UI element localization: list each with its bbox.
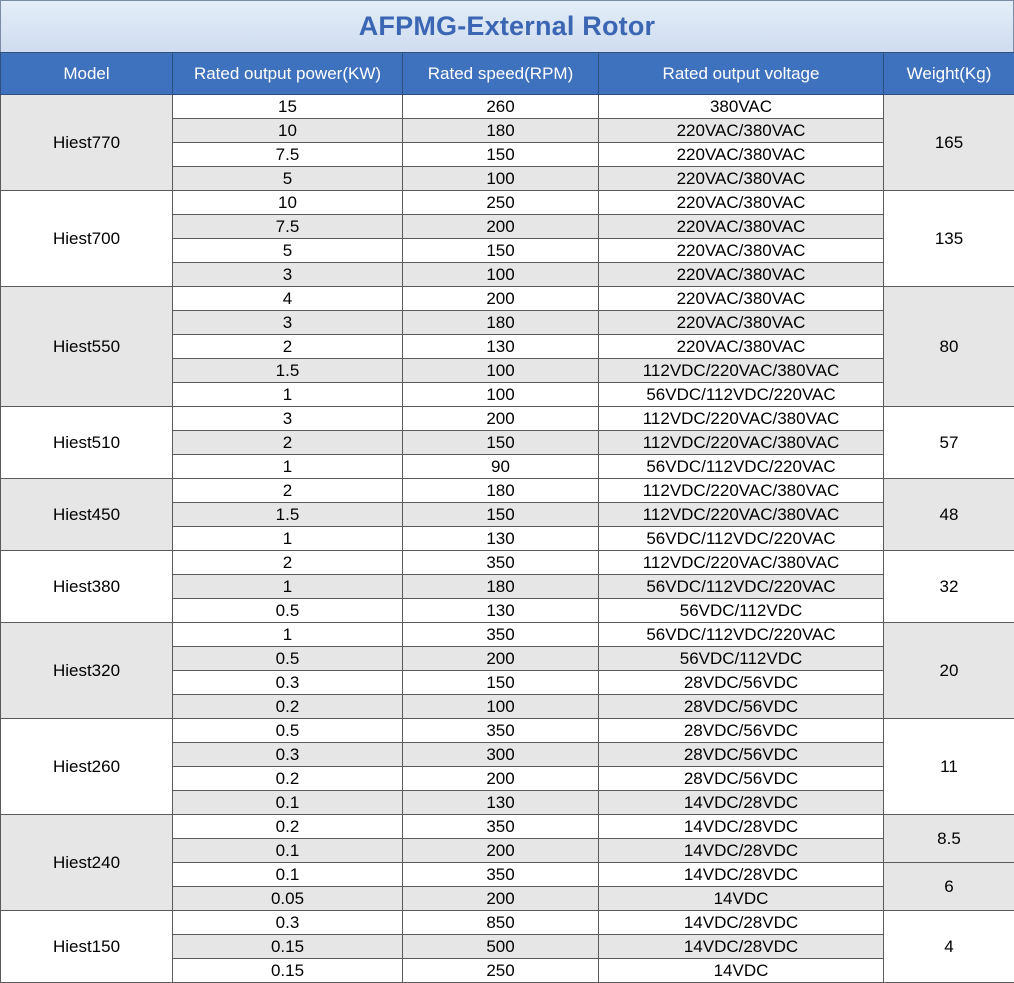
speed-cell: 100 [403,167,599,191]
speed-cell: 350 [403,719,599,743]
table-row [1,551,1014,575]
voltage-cell: 220VAC/380VAC [599,311,884,335]
voltage-cell: 112VDC/220VAC/380VAC [599,479,884,503]
power-cell: 4 [173,287,403,311]
model-cell: Hiest700 [1,191,173,287]
model-cell: Hiest240 [1,815,173,911]
voltage-cell: 220VAC/380VAC [599,287,884,311]
speed-cell: 150 [403,671,599,695]
power-cell: 7.5 [173,215,403,239]
power-cell: 0.2 [173,767,403,791]
power-cell: 0.15 [173,935,403,959]
voltage-cell: 380VAC [599,95,884,119]
voltage-cell: 14VDC/28VDC [599,839,884,863]
power-cell: 1 [173,575,403,599]
power-cell: 2 [173,335,403,359]
weight-cell: 20 [884,623,1014,719]
speed-cell: 130 [403,599,599,623]
speed-cell: 130 [403,335,599,359]
voltage-cell: 14VDC [599,959,884,983]
speed-cell: 100 [403,263,599,287]
header-voltage: Rated output voltage [599,53,884,95]
voltage-cell: 220VAC/380VAC [599,239,884,263]
model-cell: Hiest770 [1,95,173,191]
speed-cell: 150 [403,503,599,527]
power-cell: 0.3 [173,671,403,695]
voltage-cell: 220VAC/380VAC [599,263,884,287]
power-cell: 15 [173,95,403,119]
speed-cell: 150 [403,431,599,455]
voltage-cell: 56VDC/112VDC/220VAC [599,575,884,599]
power-cell: 0.2 [173,695,403,719]
voltage-cell: 220VAC/380VAC [599,191,884,215]
speed-cell: 100 [403,383,599,407]
voltage-cell: 28VDC/56VDC [599,743,884,767]
power-cell: 0.5 [173,719,403,743]
table-row [1,911,1014,935]
speed-cell: 150 [403,143,599,167]
power-cell: 5 [173,239,403,263]
power-cell: 3 [173,263,403,287]
power-cell: 1 [173,383,403,407]
table-row [1,95,1014,119]
table-row [1,815,1014,839]
power-cell: 1.5 [173,503,403,527]
speed-cell: 180 [403,575,599,599]
page-title: AFPMG-External Rotor [359,11,656,42]
speed-cell: 850 [403,911,599,935]
weight-cell: 57 [884,407,1014,479]
speed-cell: 200 [403,887,599,911]
power-cell: 0.15 [173,959,403,983]
table-row [1,407,1014,431]
power-cell: 0.1 [173,791,403,815]
voltage-cell: 14VDC/28VDC [599,911,884,935]
power-cell: 1 [173,623,403,647]
model-cell: Hiest320 [1,623,173,719]
header-speed: Rated speed(RPM) [403,53,599,95]
header-power: Rated output power(KW) [173,53,403,95]
weight-cell: 48 [884,479,1014,551]
speed-cell: 250 [403,191,599,215]
speed-cell: 200 [403,767,599,791]
power-cell: 2 [173,479,403,503]
weight-cell: 8.5 [884,815,1014,863]
speed-cell: 300 [403,743,599,767]
power-cell: 10 [173,191,403,215]
voltage-cell: 14VDC/28VDC [599,791,884,815]
model-cell: Hiest450 [1,479,173,551]
model-cell: Hiest260 [1,719,173,815]
table-row [1,287,1014,311]
table-body [1,95,1014,983]
table-row [1,479,1014,503]
speed-cell: 200 [403,647,599,671]
voltage-cell: 220VAC/380VAC [599,215,884,239]
voltage-cell: 56VDC/112VDC [599,599,884,623]
power-cell: 0.3 [173,743,403,767]
power-cell: 0.5 [173,599,403,623]
voltage-cell: 220VAC/380VAC [599,119,884,143]
model-cell: Hiest510 [1,407,173,479]
speed-cell: 90 [403,455,599,479]
header-model: Model [1,53,173,95]
weight-cell: 11 [884,719,1014,815]
table-row [1,191,1014,215]
voltage-cell: 14VDC [599,887,884,911]
power-cell: 3 [173,311,403,335]
speed-cell: 180 [403,119,599,143]
table-row [1,623,1014,647]
model-cell: Hiest550 [1,287,173,407]
power-cell: 3 [173,407,403,431]
weight-cell: 80 [884,287,1014,407]
speed-cell: 130 [403,791,599,815]
weight-cell: 32 [884,551,1014,623]
speed-cell: 250 [403,959,599,983]
speed-cell: 150 [403,239,599,263]
power-cell: 0.5 [173,647,403,671]
power-cell: 1.5 [173,359,403,383]
weight-cell: 135 [884,191,1014,287]
table-header-row [1,53,1014,95]
voltage-cell: 56VDC/112VDC [599,647,884,671]
power-cell: 0.2 [173,815,403,839]
weight-cell: 165 [884,95,1014,191]
power-cell: 2 [173,431,403,455]
speed-cell: 260 [403,95,599,119]
voltage-cell: 112VDC/220VAC/380VAC [599,407,884,431]
power-cell: 0.1 [173,839,403,863]
voltage-cell: 112VDC/220VAC/380VAC [599,359,884,383]
voltage-cell: 56VDC/112VDC/220VAC [599,623,884,647]
speed-cell: 100 [403,359,599,383]
model-cell: Hiest380 [1,551,173,623]
voltage-cell: 220VAC/380VAC [599,335,884,359]
weight-cell: 6 [884,863,1014,911]
voltage-cell: 112VDC/220VAC/380VAC [599,431,884,455]
model-cell: Hiest150 [1,911,173,983]
speed-cell: 200 [403,215,599,239]
speed-cell: 500 [403,935,599,959]
speed-cell: 350 [403,815,599,839]
table-row [1,719,1014,743]
power-cell: 7.5 [173,143,403,167]
power-cell: 1 [173,527,403,551]
voltage-cell: 14VDC/28VDC [599,863,884,887]
voltage-cell: 112VDC/220VAC/380VAC [599,503,884,527]
power-cell: 2 [173,551,403,575]
speed-cell: 100 [403,695,599,719]
weight-cell: 4 [884,911,1014,983]
voltage-cell: 220VAC/380VAC [599,167,884,191]
speed-cell: 200 [403,407,599,431]
title-bar [0,0,1014,53]
speed-cell: 350 [403,623,599,647]
power-cell: 5 [173,167,403,191]
speed-cell: 350 [403,863,599,887]
power-cell: 0.05 [173,887,403,911]
voltage-cell: 28VDC/56VDC [599,767,884,791]
speed-cell: 180 [403,311,599,335]
voltage-cell: 56VDC/112VDC/220VAC [599,455,884,479]
header-weight: Weight(Kg) [884,53,1014,95]
speed-cell: 350 [403,551,599,575]
power-cell: 0.1 [173,863,403,887]
spec-table [0,52,1014,983]
voltage-cell: 28VDC/56VDC [599,695,884,719]
power-cell: 10 [173,119,403,143]
voltage-cell: 28VDC/56VDC [599,719,884,743]
speed-cell: 200 [403,839,599,863]
voltage-cell: 28VDC/56VDC [599,671,884,695]
voltage-cell: 56VDC/112VDC/220VAC [599,383,884,407]
power-cell: 0.3 [173,911,403,935]
voltage-cell: 56VDC/112VDC/220VAC [599,527,884,551]
speed-cell: 200 [403,287,599,311]
voltage-cell: 14VDC/28VDC [599,935,884,959]
voltage-cell: 220VAC/380VAC [599,143,884,167]
power-cell: 1 [173,455,403,479]
speed-cell: 180 [403,479,599,503]
voltage-cell: 14VDC/28VDC [599,815,884,839]
speed-cell: 130 [403,527,599,551]
voltage-cell: 112VDC/220VAC/380VAC [599,551,884,575]
